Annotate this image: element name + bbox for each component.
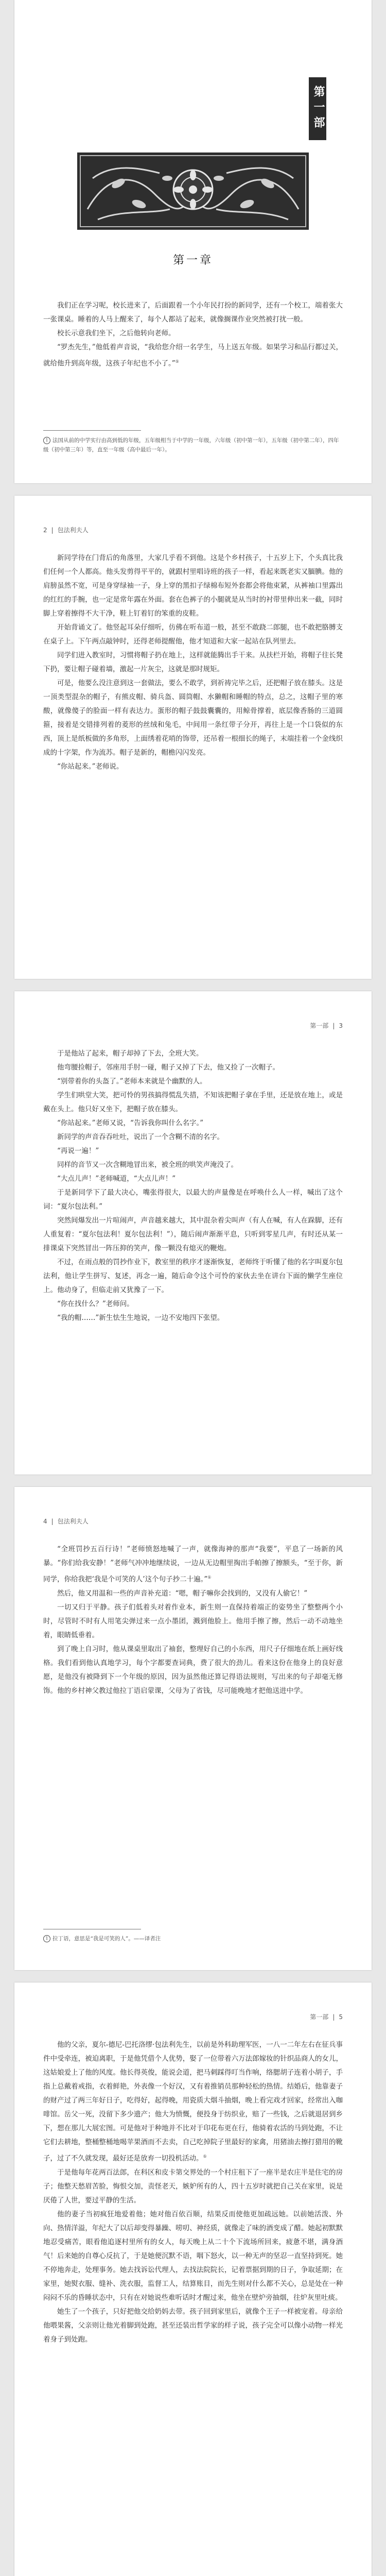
footnote: 1 法国从前的中学实行由高到低的年级，五年级相当于中学的一年级，六年级（初中第一年），五年级（初中第二年），四年级（初中第三年）等，直至一年级（高中最后一年）。 — [43, 437, 339, 453]
body-text — [43, 551, 343, 774]
running-header: 第一部 | 3 — [310, 1022, 343, 1029]
running-header: 2 | 包法利夫人 — [43, 527, 89, 534]
footnote-rule — [43, 430, 141, 431]
paragraph: “大点儿声！”老师喊道，“大点儿声！” — [57, 1175, 176, 1183]
footnote-ref: ① — [175, 359, 179, 364]
paragraph: 同样的音节又一次含糊地冒出来，被全班的哄笑声淹没了。 — [57, 1161, 238, 1169]
chapter-title: 第一章 — [172, 254, 213, 267]
paragraph: 同学们进入教室时，习惯将帽子扔在地上，这样就能腾出手干来。从扶栏开始，将帽子往长凳下扔，要让帽子碰着墙，激起一片灰尘，这就是那时规矩。 — [43, 651, 343, 673]
footnote-ref: ① — [203, 2154, 207, 2159]
footnote-ref: ① — [207, 1575, 212, 1580]
paragraph: 可是，他要么没注意到这一套做法，要么不敢学，到祈祷完毕之后，还把帽子放在膝头。这是一顶类型混杂的帽子，有熊皮帽、骑兵盔、圆筒帽、水獭帽和睡帽的特点，总之，这帽子里的寒酸，就像傻子的脸面一样有表达力。蛋形的帽子鼓鼓囊囊的，用鲸骨撑着，底层像香肠的三道圆箍，接着是交错排列着的菱形的丝绒和兔毛，中间用一条红带子分开，再往上是一个口袋似的东西，顶上是纸板做的多角形，上面绣着花哨的饰带，还吊着一根细长的绳子，末端挂着一个金线织成的十字架，作为流苏。帽子是新的，帽檐闪闪发亮。 — [43, 679, 343, 757]
paragraph: 突然间爆发出一片喧闹声，声音越来越大，其中混杂着尖叫声（有人在喊，有人在跺脚，还有人重复着：“夏尔包法利！夏尔包法利！”），随后闹声渐渐平息，只听到零星几声，有时还从某一排课桌下突然冒出一阵压抑的笑声，像一颗没有熄灭的鞭炮。 — [43, 1216, 343, 1252]
paragraph: 校长示意我们坐下，之后他转向老师。 — [57, 329, 176, 337]
paragraph: “别带着你的头盔了。”老师本来就是个幽默的人。 — [57, 1077, 207, 1086]
paragraph: “罗杰先生，”他低着声音说，“我给您介绍一名学生，马上送五年级。如果学习和品行都过关，就给他升到高年级，这孩子年纪也不小了。”① — [43, 343, 343, 368]
page-1 — [14, 0, 372, 483]
paragraph: “我的帽……”新生怯生生地说，一边不安地四下张望。 — [57, 1314, 224, 1322]
paragraph: “你在找什么？”老师问。 — [57, 1300, 134, 1308]
page-2 — [14, 496, 372, 979]
running-title: 第一部 — [310, 2013, 329, 2021]
body-text — [43, 1047, 343, 1325]
paragraph: 学生们哄堂大笑，把可怜的男孩搞得慌乱失措，不知该把帽子拿在手里，还是放在地上，或是戴在头上。他只好又坐下，把帽子放在膝头。 — [43, 1091, 343, 1113]
body-text — [43, 299, 343, 371]
paragraph: 不过，在雨点般的罚抄作业下，教室里的秩序才逐渐恢复，老师终于听懂了他的名字叫夏尔包法利，他让学生拼写、复述，再念一遍，随后命令这个可怜的家伙去坐在讲台下面的懒学生座位上。他动身了，但临走前又犹豫了一下。 — [43, 1258, 343, 1294]
chapter-ornament-illustration — [77, 152, 309, 230]
paragraph: 于是他每年花两百法郎，在科区和皮卡第交界处的一个村庄租下了一座半是农庄半是住宅的房子；他整天愁眉苦脸，悔恨交加，责怪老天，嫉妒所有的人，四十五岁时就把自己关在家里，说是厌倦了人世，要过平静的生活。 — [43, 2168, 343, 2205]
paragraph: 开始背诵文了。他竖起耳朵仔细听，仿佛在听布道一般，甚至不敢跷二郎腿，也不敢把胳膊支在桌子上。下午两点敲钟时，还得老师提醒他，他才知道和大家一起站在队列里去。 — [43, 623, 343, 646]
page-3 — [14, 991, 372, 1475]
page-5 — [14, 1982, 372, 2576]
paragraph: 一切又归于平静。孩子们低着头对着作业本，新生则一直保持着端正的姿势坐了整整两个小时，尽管时不时有人用笔尖弹过来一点小墨团，溅到他脸上。他用手擦了擦，然后一动不动地坐着，眼睛低垂着。 — [43, 1603, 343, 1639]
paragraph: 到了晚上自习时，他从课桌里取出了袖套，整理好自己的小东西，用尺子仔细地在纸上画好线格。我们看到他认真地学习，每个字都要查词典，费了很大的劲儿。看来这份在他身上的良好意愿，是他没有被降到下一个年级的原因，因为虽然他还算记得语法规则，写出来的句子却毫无修饰。他的乡村神父教过他拉丁语启蒙课，父母为了省钱，尽可能晚地才把他送进中学。 — [43, 1645, 343, 1695]
paragraph: 新同学的声音吞吞吐吐，说出了一个含糊不清的名字。 — [57, 1133, 224, 1141]
page-number: 4 — [43, 1518, 47, 1525]
page-4 — [14, 1487, 372, 1970]
page-number: 3 — [339, 1022, 343, 1029]
page-number: 5 — [339, 2013, 343, 2021]
body-text — [43, 2038, 343, 2347]
paragraph: 然后，他又用温和一些的声音补充道：“嗯，帽子嘛你会找到的，又没有人偷它！” — [57, 1589, 308, 1598]
footnote: 1 拉丁语，意思是“我是可笑的人”。——译者注 — [43, 1934, 343, 1943]
paragraph: 他的父亲，夏尔-德尼-巴托洛缪·包法利先生，以前是外科助理军医，一八一二年左右在征兵事件中受牵连，被迫离职，于是他凭借个人优势，娶了一位带着六万法郎嫁妆的针织品商人的女儿，这姑娘爱上了他的风度。他长得英俊，能说会道，把马刺踩得叮当作响，络腮胡子连着小胡子，手指上总戴着戒指，衣着鲜艳，外表像一个好汉，又有着推销员那种轻松的热情。结婚后，他靠妻子的财产过了两三年好日子，吃得好，起得晚，用瓷质大烟斗抽烟，晚上看完戏才回家，经常出入咖啡馆。岳父一死，没留下多少遗产；他大为愤慨，便投身于纺织业，赔了一些钱，之后就退居到乡下，想在那儿大展宏图。可是他对于种地并不比对于印花布更在行，他骑着农活的马到处跑，不让它们去耕地，整桶整桶地喝苹果酒而不去卖，自己吃掉院子里最好的家禽，用猪油去擦打猎用的靴子，过了不久就发现，最好还是放弃一切投机活动。① — [43, 2041, 343, 2163]
paragraph: 他弯腰捡帽子，邻座用手肘一碰，帽子又掉了下去，他又捡了一次帽子。 — [57, 1063, 279, 1072]
paragraph: “你站起来。”老师又说，“告诉我你叫什么名字。” — [57, 1119, 204, 1127]
running-title: 包法利夫人 — [57, 527, 89, 534]
paragraph: “全班罚抄五百行诗！”老师愤怒地喊了一声，就像海神的那声“我要”，平息了一场新的风暴。“你们给我安静！”老师气冲冲地继续说，一边从无边帽里掏出手帕擦了擦额头，“至于你，新同学，你给我把‘我是个可笑的人’这个句子抄二十遍。”① — [43, 1545, 343, 1584]
running-title: 第一部 — [310, 1022, 329, 1029]
running-header: 4 | 包法利夫人 — [43, 1518, 89, 1525]
footnote-mark: 1 — [43, 437, 50, 444]
paragraph: 我们正在学习呢，校长进来了，后面跟着一个小年民打扮的新同学，还有一个校工，端着张大一张课桌。睡着的人马上醒来了，每个人都站了起来，就像搁课作业突然被打扰一般。 — [43, 301, 343, 324]
running-title: 包法利夫人 — [57, 1518, 89, 1525]
paragraph: “再说一遍！” — [57, 1147, 99, 1155]
footnote-mark: 1 — [43, 1935, 50, 1942]
paragraph: 她生了一个孩子，只好把他交给奶妈去带。孩子回到家里后，就像个王子一样被宠着。母亲给他喂果酱，父亲则让他光着脚到处跑，甚至还装出哲学家的样子说，孩子完全可以像小动物一样光着身子到处跑。 — [43, 2307, 343, 2344]
body-text — [43, 1543, 343, 1698]
part-label: 第一部 — [309, 77, 326, 140]
running-header: 第一部 | 5 — [310, 2013, 343, 2021]
paragraph: 他的妻子当初疯狂地爱着他；她对他百依百顺，结果反而使他更加疏远她。以前她活泼、外向、热情洋溢，年纪大了以后却变得暴躁、唠叨、神经质，就像走了味的酒变成了醋。她起初默默地忍受痛苦，眼看他追逐村里所有的女人，每天晚上从二十个下流场所回来，疲惫不堪，满身酒气！后来她的自尊心反抗了，于是她便沉默不语，咽下怒火，以一种无声的坚忍一直坚持到死。她不停地奔走，处理事务。她去找诉讼代理人，去找法院院长，记着票据到期的日子，争取延期；在家里，她熨衣服、缝补、洗衣服，监督工人，结算账目，而先生则对什么都不关心，总是处在一种闷闷不乐的昏睡状态中，只有在对她说些难听话时才醒过来，他坐在壁炉旁抽烟，往炉灰里吐痰。 — [43, 2210, 343, 2302]
paragraph: 于是新同学下了最大决心，嘴张得很大，以最大的声量像是在呼唤什么人一样，喊出了这个词：“夏尔包法利。” — [43, 1189, 343, 1211]
paragraph: 于是他站了起来，帽子却掉了下去，全班大笑。 — [57, 1049, 203, 1058]
paragraph: “你站起来。”老师说。 — [57, 762, 124, 771]
page-number: 2 — [43, 527, 47, 534]
paragraph: 新同学待在门背后的角落里，大家几乎看不到他。这是个乡村孩子，十五岁上下，个头真比我们任何一个人都高。他头发剪得平平的，就跟村里唱诗班的孩子一样，看起来既老实又腼腆。他的肩膀虽然不宽，可是身穿绿袖一子，身上穿的黑扣子绿棉布短外套都会将他束紧，从裤袖口里露出的红红的手腕，也一定是常年露在外面。套在色裤子的小腿就是从当时的衬带里伸出来一截，同时脚上穿着擦得不大干净，鞋上钉着钉的笨重的皮鞋。 — [43, 554, 343, 618]
